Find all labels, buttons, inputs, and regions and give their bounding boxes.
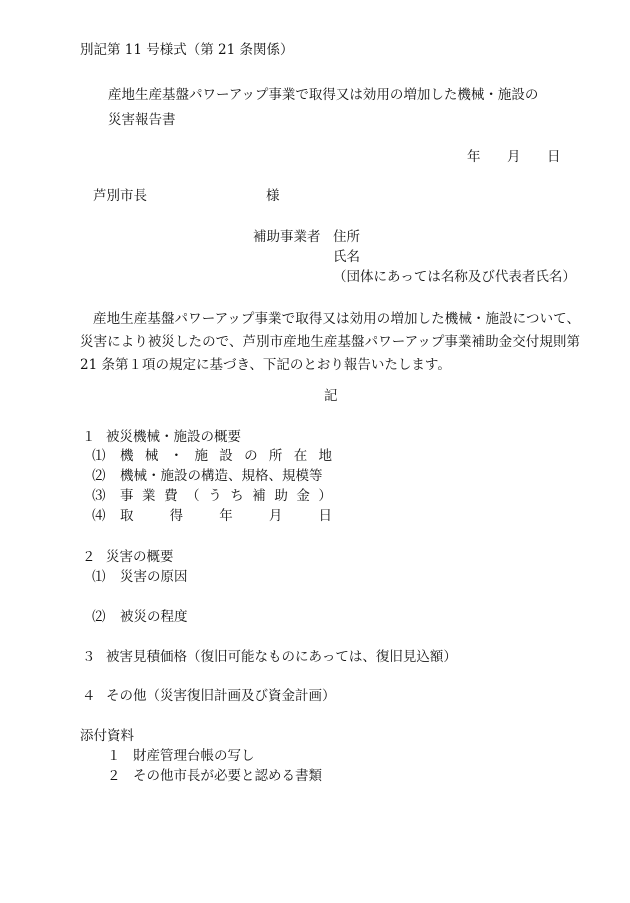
ki-marker: 記 (324, 388, 338, 404)
addressee-name: 芦別市長 (93, 188, 147, 204)
form-number: 別記第 11 号様式（第 21 条関係） (80, 42, 294, 58)
section2-title: 災害の概要 (106, 549, 174, 565)
address-label: 住所 (333, 229, 360, 245)
body-paragraph: 産地生産基盤パワーアップ事業で取得又は効用の増加した機械・施設について、災害により被災したので、芦別市産地生産基盤パワーアップ事業補助金交付規則第 21 条第１項の規定に基づき、下記のとおり報告いたします。 (80, 311, 580, 373)
section2-item1-text: 災害の原因 (120, 569, 188, 585)
date-year: 年 (467, 149, 481, 165)
section2-number: ２ (82, 549, 96, 565)
attachment2-text: その他市長が必要と認める書類 (133, 768, 322, 784)
attachments-title: 添付資料 (80, 728, 134, 744)
spread-char: 機 (120, 448, 134, 464)
section2-item2-text: 被災の程度 (120, 609, 188, 625)
section1-item1-text (120, 450, 332, 464)
spread-char: ） (318, 488, 332, 504)
section1-number: １ (82, 429, 96, 445)
date-day: 日 (547, 149, 561, 165)
spread-char: 費 (164, 488, 178, 504)
spread-char: （ (186, 488, 200, 504)
applicant-label: 補助事業者 (253, 229, 321, 245)
document-title-line2: 災害報告書 (108, 112, 176, 128)
section4-title: その他（災害復旧計画及び資金計画） (106, 688, 336, 704)
spread-char: 月 (268, 508, 283, 524)
section4-number: ４ (82, 688, 96, 704)
date-month: 月 (507, 149, 521, 165)
attachment1-number: １ (107, 748, 121, 764)
spread-char: 業 (142, 488, 156, 504)
addressee-honorific: 様 (266, 188, 280, 204)
section1-item4-number: ⑷ (92, 508, 106, 524)
section1-item2-text: 機械・施設の構造、規格、規模等 (120, 468, 323, 484)
section2-item1-number: ⑴ (92, 569, 106, 585)
spread-char: 地 (318, 448, 332, 464)
attachment2-number: ２ (107, 768, 121, 784)
spread-char: 設 (219, 448, 233, 464)
section1-item3-number: ⑶ (92, 488, 106, 504)
section1-title: 被災機械・施設の概要 (106, 429, 241, 445)
spread-char: う (208, 488, 222, 504)
section3-number: ３ (82, 649, 96, 665)
spread-char: 事 (120, 488, 134, 504)
spread-char: 年 (219, 508, 233, 524)
spread-char: 補 (252, 488, 266, 504)
spread-char: 助 (274, 488, 288, 504)
spread-char: 得 (169, 508, 184, 524)
spread-char: 取 (120, 508, 134, 524)
spread-char: 施 (194, 448, 208, 464)
section1-item1-number: ⑴ (92, 448, 106, 464)
section1-item2-number: ⑵ (92, 468, 106, 484)
section1-item3-text (120, 490, 332, 504)
name-label: 氏名 (333, 249, 360, 265)
attachment1-text: 財産管理台帳の写し (133, 748, 255, 764)
section3-title: 被害見積価格（復旧可能なものにあっては、復旧見込額） (106, 649, 457, 665)
document-title-line1: 産地生産基盤パワーアップ事業で取得又は効用の増加した機械・施設の (108, 87, 539, 103)
spread-char: の (244, 448, 258, 464)
spread-char: 械 (144, 448, 159, 464)
applicant-note: （団体にあっては名称及び代表者氏名） (333, 269, 576, 285)
spread-char: 金 (296, 488, 310, 504)
spread-char: 日 (318, 508, 332, 524)
section1-item4-text (120, 510, 332, 524)
spread-char: 所 (268, 448, 283, 464)
section2-item2-number: ⑵ (92, 609, 106, 625)
spread-char: ・ (169, 448, 184, 464)
spread-char: 在 (293, 448, 308, 464)
spread-char: ち (230, 488, 244, 504)
